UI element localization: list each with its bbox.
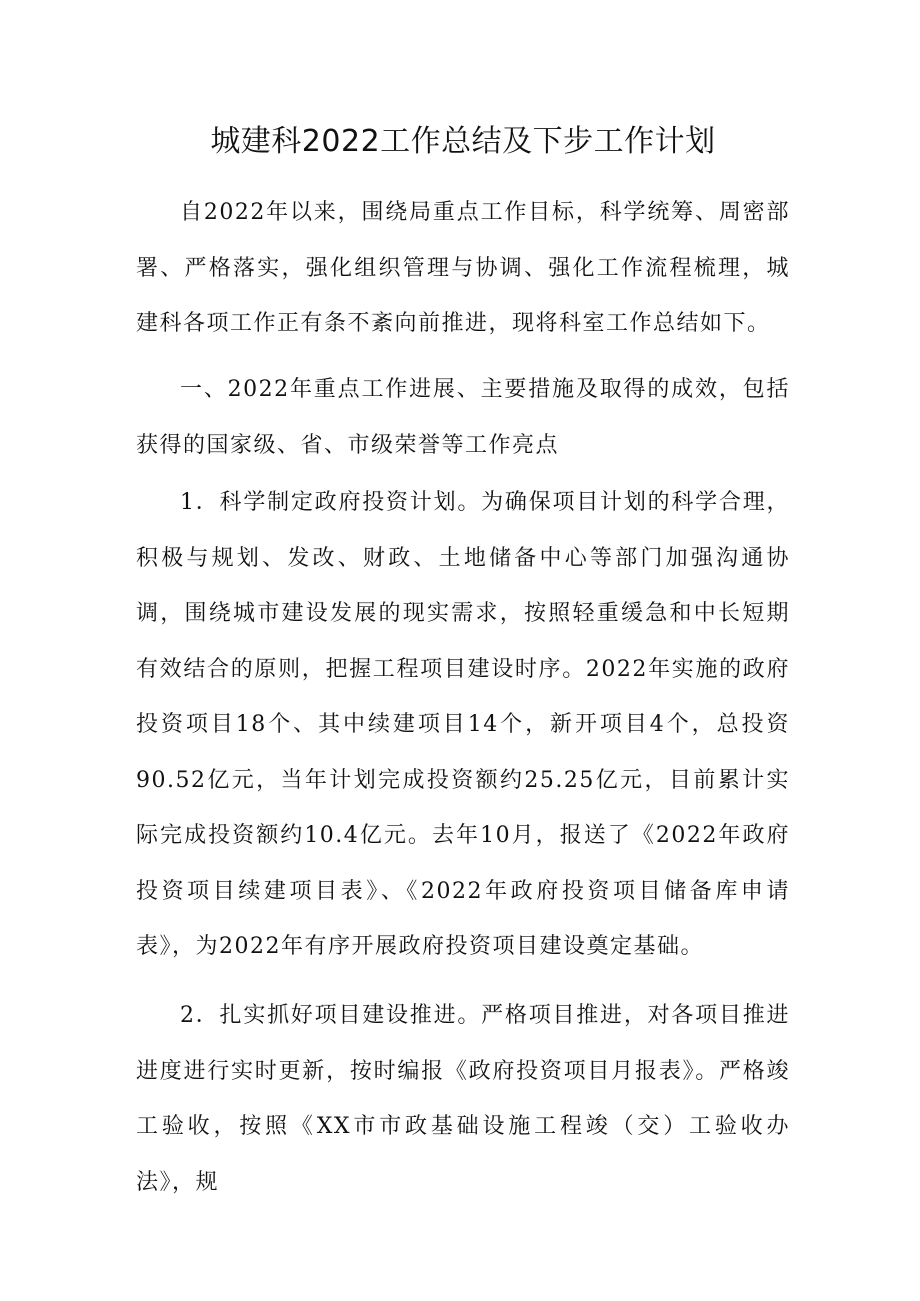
item-2-paragraph: 2．扎实抓好项目建设推进。严格项目推进，对各项目推进进度进行实时更新，按时编报《政府投资项目月报表》。严格竣工验收，按照《XX市市政基础设施工程竣（交）工验收办法》，规	[136, 1003, 790, 1195]
item-1-paragraph: 1．科学制定政府投资计划。为确保项目计划的科学合理，积极与规划、发改、财政、土地储备中心等部门加强沟通协调，围绕城市建设发展的现实需求，按照轻重缓急和中长短期有效结合的原则，把握工程项目建设时序。2022年实施的政府投资项目18个、其中续建项目14个，新开项目4个，总投资90.52亿元，当年计划完成投资额约25.25亿元，目前累计实际完成投资额约10.4亿元。去年10月，报送了《2022年政府投资项目续建项目表》、《2022年政府投资项目储备库申请表》，为2022年有序开展政府投资项目建设奠定基础。	[136, 490, 790, 959]
section-heading-paragraph: 一、2022年重点工作进展、主要措施及取得的成效，包括获得的国家级、省、市级荣誉等工作亮点	[136, 377, 790, 458]
document-title: 城建科2022工作总结及下步工作计划	[210, 124, 716, 159]
intro-paragraph: 自2022年以来，围绕局重点工作目标，科学统筹、周密部署、严格落实，强化组织管理与协调、强化工作流程梳理，城建科各项工作正有条不紊向前推进，现将科室工作总结如下。	[136, 200, 790, 336]
